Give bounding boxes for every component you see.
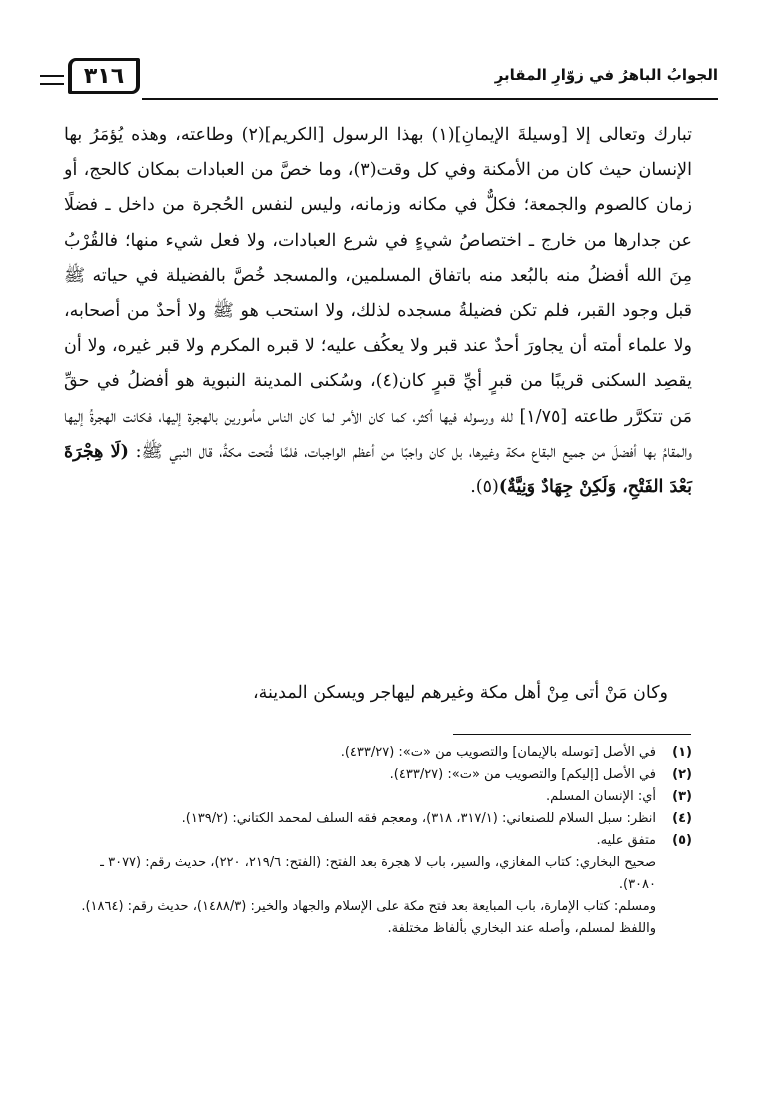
footnote-text: في الأصل [توسله بالإيمان] والتصويب من «ت»: (٤٣٣/٢٧).	[340, 745, 656, 760]
footnote-5-bukhari: صحيح البخاري: كتاب المغازي، والسير، باب لا هجرة بعد الفتح: (الفتح: ٢١٩/٦، ٢٢٠)، حديث رقم: (٣٠٧٧ ـ ٣٠٨٠).	[100, 855, 656, 892]
hadith-quote: (لَا هِجْرَةَ بَعْدَ الفَتْحِ، وَلَكِنْ جِهَادٌ وَنِيَّةٌ)	[64, 441, 692, 498]
hadith-footnote-ref: (٥).	[470, 477, 499, 498]
footnote-number: (٥)	[672, 833, 692, 848]
footnote-1	[80, 742, 692, 764]
footnote-5-muslim: ومسلم: كتاب الإمارة، باب المبايعة بعد فتح مكة على الإسلام والجهاد والخير: (١٤٨٨/٣)، حديث رقم: (١٨٦٤).	[81, 899, 656, 914]
footnote-text: أي: الإنسان المسلم.	[546, 789, 656, 804]
page-number: ٣١٦	[68, 58, 140, 94]
footnote-text: في الأصل [إليكم] والتصويب من «ت»: (٤٣٣/٢٧).	[389, 767, 656, 782]
main-paragraph-text: تبارك وتعالى إلا [وسيلةَ الإيمانِ](١) بهذا الرسول [الكريم](٢) وطاعته، وهذه يُؤمَرُ بها الإنسان حيث كان من الأمكنة وفي كل وقت(٣)، وما خصَّ من العبادات بمكان كالحج، أو زمان كالصوم والجمعة؛ فكلٌّ في مكانه وزمانه، وليس لنفس الحُجرة من داخل ـ فضلًا عن جدارها من خارج ـ اختصاصُ شيءٍ في شرع العبادات، ولا فعل شيء منها؛ فالقُرْبُ مِنَ الله أفضلُ منه بالبُعد منه باتفاق المسلمين، والمسجد خُصَّ بالفضيلة في حياته ﷺ قبل وجود القبر، فلم تكن فضيلةُ مسجده لذلك، ولا استحب هو ﷺ ولا أحدٌ من أصحابه، ولا علماء أمته أن يجاورَ أحدٌ عند قبر ولا يعكُف عليه؛ لا قبره المكرم ولا قبر غيره، ولا أن يقصِد السكنى قريبًا من قبرٍ أيِّ قبرٍ كان(٤)، وسُكنى المدينة النبوية هو أفضلُ في حقِّ مَن تتكرَّر طاعته [١/٧٥] لله ورسوله فيها أكثر، كما كان الأمر لما كان الناس مأمورين بالهجرة إليها، فكانت الهجرةُ إليها والمقامُ بها أفضلَ من جميع البقاع مكة وغيرها، بل كان واجبًا من أعظم الواجبات، فلمَّا فُتحت مكةُ، قال النبي ﷺ:	[64, 125, 693, 462]
footnote-4	[80, 808, 692, 830]
footnote-3	[80, 786, 692, 808]
footnote-number: (٣)	[672, 789, 692, 804]
footnote-number: (٢)	[672, 767, 692, 782]
main-text	[64, 118, 692, 505]
footnote-text: متفق عليه.	[596, 833, 656, 848]
footnote-text: انظر: سبل السلام للصنعاني: (٣١٧/١، ٣١٨)، ومعجم فقه السلف لمحمد الكتاني: (١٣٩/٢).	[181, 811, 656, 826]
footnote-number: (٤)	[672, 811, 692, 826]
last-paragraph: وكان مَنْ أتى مِنْ أهل مكة وغيرهم ليهاجر ويسكن المدينة،	[252, 683, 668, 703]
footnote-2	[80, 764, 692, 786]
footnote-number: (١)	[672, 745, 692, 760]
book-title: الجوابُ الباهرُ في زوّارِ المقابرِ	[494, 66, 718, 84]
header-rule	[142, 98, 718, 100]
footnote-5	[80, 830, 692, 852]
footnotes	[80, 742, 692, 940]
footnote-rule	[453, 734, 691, 735]
main-paragraph	[64, 118, 692, 505]
page-header	[40, 58, 718, 108]
footnote-5-wording: واللفظ لمسلم، وأصله عند البخاري بألفاظ مختلفة.	[387, 921, 656, 936]
page-number-ornament	[40, 75, 64, 85]
